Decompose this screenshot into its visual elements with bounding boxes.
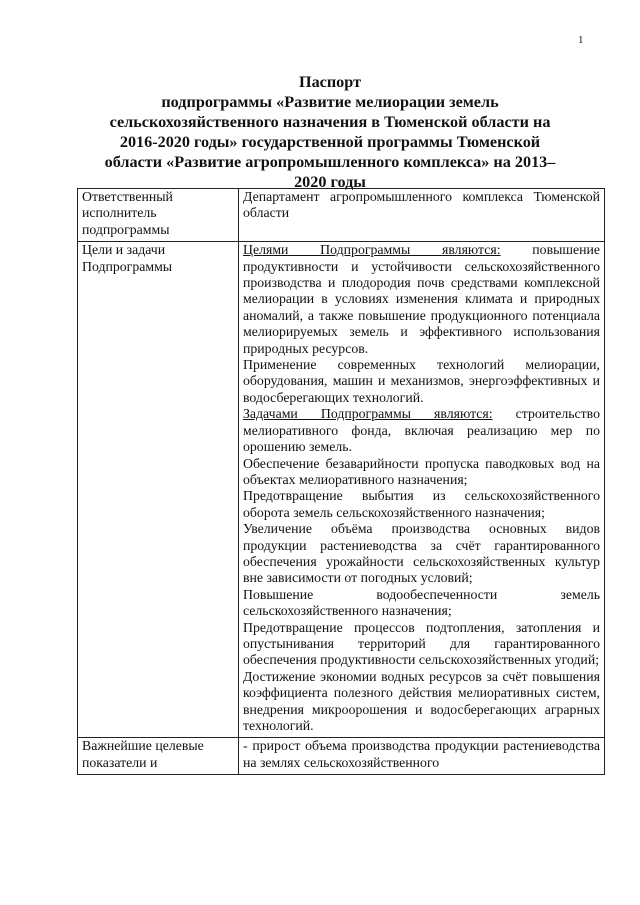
label-line: показатели и	[82, 754, 158, 770]
label-line: подпрограммы	[82, 221, 170, 237]
paragraph	[243, 357, 600, 406]
paragraph	[243, 620, 600, 669]
title-line: Паспорт	[298, 73, 362, 91]
row-label-indicators	[78, 738, 239, 775]
paragraph-text: - прирост объема производства продукции растениеводства на землях сельскохозяйственного	[243, 738, 600, 770]
title-line: области «Развитие агропромышленного комплекса» на 2013–	[104, 153, 556, 171]
label-line: Важнейшие целевые	[82, 738, 204, 754]
tasks-heading: Задачами Подпрограммы являются:	[243, 406, 493, 422]
title-line: подпрограммы «Развитие мелиорации земель	[161, 93, 499, 111]
row-label-responsible	[78, 189, 239, 242]
paragraph-text: Департамент агропромышленного комплекса Тюменской области	[243, 189, 600, 221]
paragraph-text: Повышение водообеспеченности земель сельскохозяйственного назначения;	[243, 586, 600, 619]
table-row	[78, 242, 605, 738]
title-line: 2016-2020 годы» государственной программы Тюменской	[119, 133, 541, 151]
row-label-goals	[78, 242, 239, 738]
paragraph-text: Увеличение объёма производства основных видов продукции растениеводства за счёт гарантированного обеспечения урожайности сельскохозяйственных культур вне зависимости от погодных условий;	[243, 521, 600, 586]
passport-table	[77, 188, 605, 775]
paragraph	[243, 521, 600, 587]
paragraph	[243, 669, 600, 735]
paragraph	[243, 189, 600, 222]
table-row	[78, 738, 605, 775]
label-line: Цели и задачи	[82, 242, 166, 258]
label-line: исполнитель	[82, 205, 157, 221]
paragraph-text: Обеспечение безаварийности пропуска паводковых вод на объектах мелиоративного назначения;	[243, 455, 600, 487]
paragraph	[243, 738, 600, 771]
paragraph-text: Применение современных технологий мелиорации, оборудования, машин и механизмов, энергоэффективных и водосберегающих технологий.	[243, 357, 600, 405]
paragraph-text: Предотвращение выбытия из сельскохозяйственного оборота земель сельскохозяйственного назначения;	[243, 488, 600, 520]
row-value-goals	[239, 242, 605, 738]
table-row	[78, 189, 605, 242]
paragraph-text: Предотвращение процессов подтопления, затопления и опустынивания территорий для гарантированного обеспечения продуктивности сельскохозяйственных угодий;	[243, 619, 600, 668]
paragraph	[243, 406, 600, 455]
row-value-responsible	[239, 189, 605, 242]
title-line: сельскохозяйственного назначения в Тюменской области на	[109, 113, 551, 131]
row-value-indicators	[239, 738, 605, 775]
label-line: Ответственный	[82, 189, 173, 204]
paragraph-text: повышение продуктивности и устойчивости сельскохозяйственного производства и плодородия почв средствами комплексной мелиорации в условиях изменения климата и природных аномалий, а также повышение продукционного потенциала мелиорируемых земель и эффективного использования природных ресурсов.	[243, 242, 600, 356]
label-line: Подпрограммы	[82, 258, 173, 274]
paragraph-text: строительство мелиоративного фонда, включая реализацию мер по орошению земель.	[243, 406, 600, 455]
page-number: 1	[578, 34, 584, 46]
paragraph	[243, 242, 600, 357]
paragraph-text: Достижение экономии водных ресурсов за счёт повышения коэффициента полезного действия мелиоративных систем, внедрения микроорошения и водосберегающих аграрных технологий.	[243, 668, 600, 733]
paragraph	[243, 488, 600, 521]
paragraph	[243, 456, 600, 489]
document-title	[60, 72, 600, 192]
title-line: 2020 годы	[294, 173, 366, 191]
paragraph	[243, 587, 600, 620]
goals-heading: Целями Подпрограммы являются:	[243, 242, 501, 258]
